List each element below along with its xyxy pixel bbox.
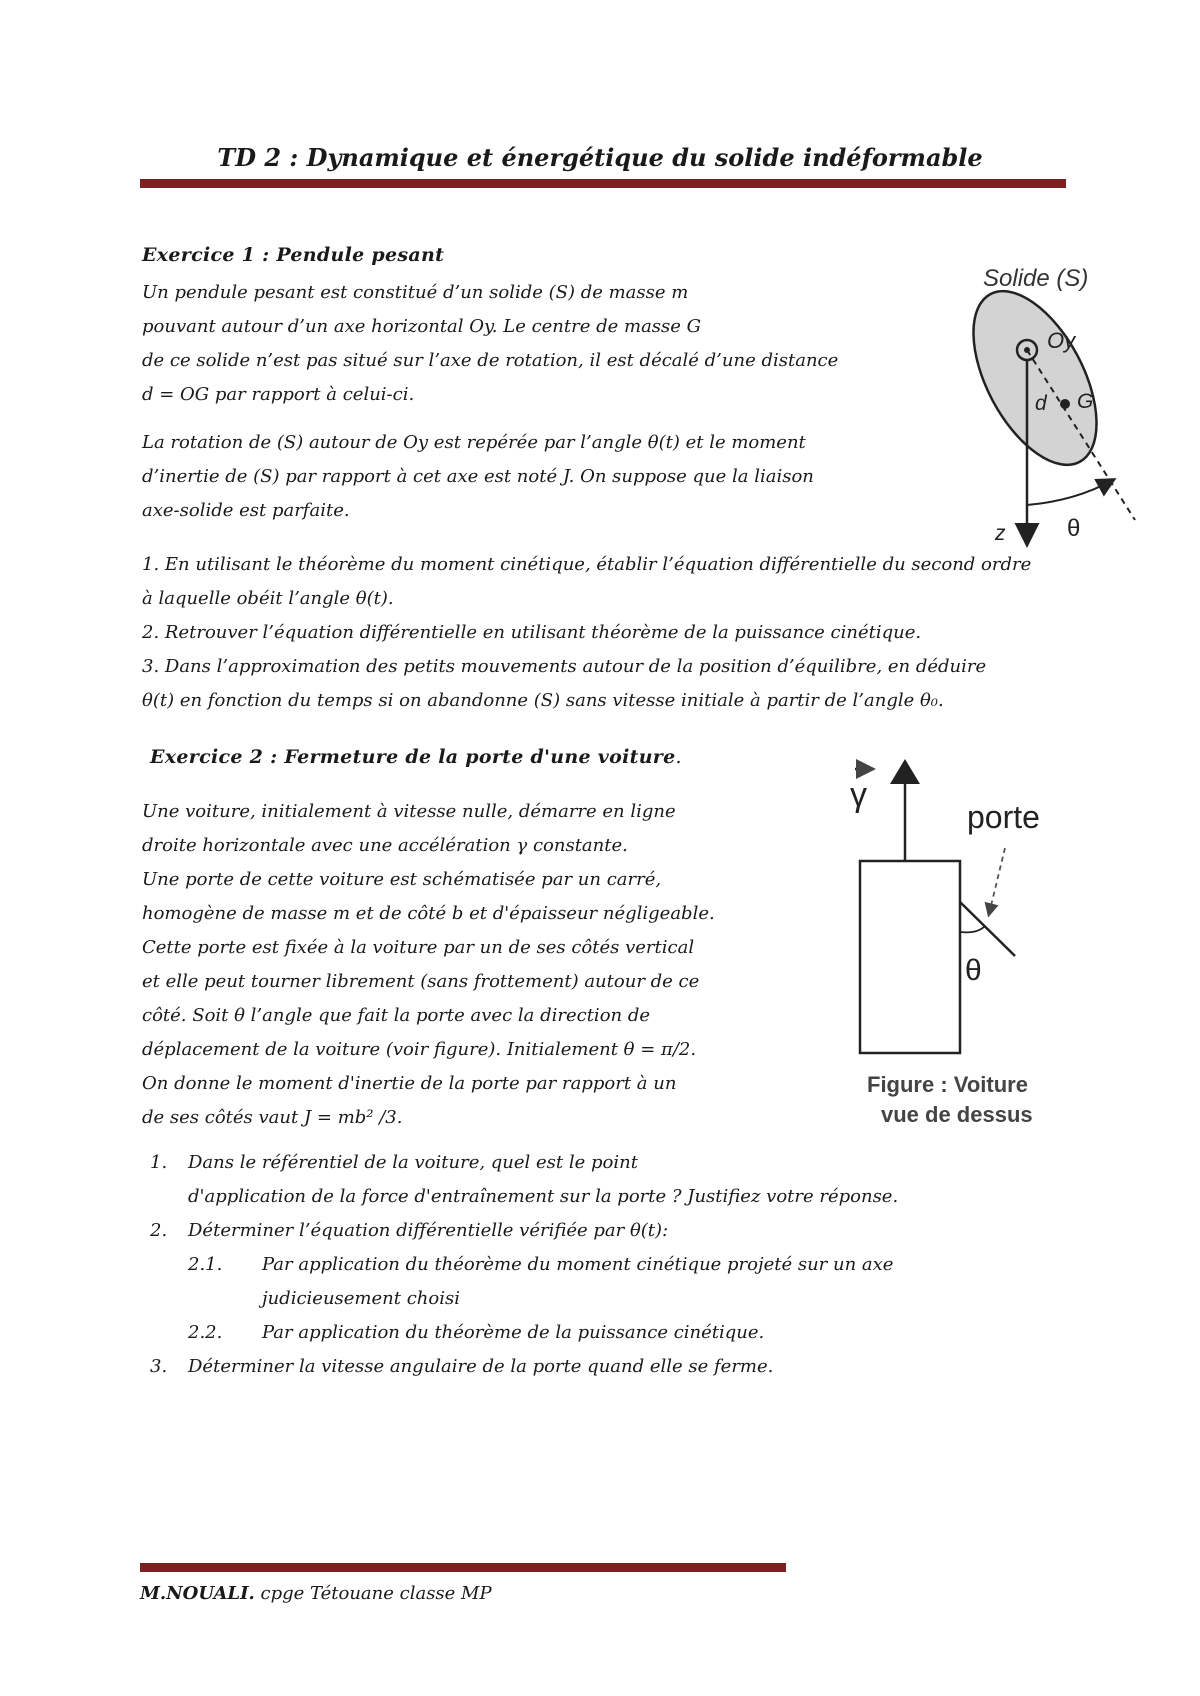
theta-arc (960, 926, 985, 932)
question-text: Dans le référentiel de la voiture, quel est le point (188, 1152, 638, 1173)
text-line: et elle peut tourner librement (sans frottement) autour de ce (142, 971, 700, 992)
text-line: pouvant autour d’un axe horizontal Oy. Le centre de masse G (142, 316, 702, 337)
question-text: Par application du théorème de la puissance cinétique. (262, 1322, 765, 1343)
question-line: 2. Retrouver l’équation différentielle en utilisant théorème de la puissance cinétique. (142, 622, 922, 643)
question-number: 3. (150, 1356, 168, 1377)
door-line (960, 902, 1015, 956)
figure-caption-line1: Figure : Voiture (867, 1072, 1028, 1097)
g-label: G (1077, 390, 1094, 413)
text-line: Une voiture, initialement à vitesse nulle, démarre en ligne (142, 801, 676, 822)
z-label: z (995, 522, 1006, 545)
footer-rule (140, 1563, 786, 1572)
question-number: 1. (150, 1152, 168, 1173)
car-body (860, 861, 960, 1053)
text-line: déplacement de la voiture (voir figure). Initialement θ = π/2. (142, 1039, 697, 1060)
question-line: 3. Dans l’approximation des petits mouvements autour de la position d’équilibre, en déduire (142, 656, 987, 677)
text-line: droite horizontale avec une accélération γ constante. (142, 835, 628, 856)
subquestion-number: 2.2. (188, 1322, 223, 1343)
distance-label: d (1035, 392, 1047, 415)
text-line: de ses côtés vaut J = mb² /3. (142, 1107, 403, 1128)
text-line: d = OG par rapport à celui-ci. (142, 384, 415, 405)
porte-label: porte (967, 799, 1040, 835)
car-door-figure (845, 756, 1070, 1136)
text-line: La rotation de (S) autour de Oy est repérée par l’angle θ(t) et le moment (142, 432, 806, 453)
text-line: d’inertie de (S) par rapport à cet axe est noté J. On suppose que la liaison (142, 466, 814, 487)
gamma-label: γ (850, 776, 867, 814)
question-text: judicieusement choisi (262, 1288, 460, 1309)
figure-caption-line2: vue de dessus (881, 1102, 1033, 1127)
footer-info: cpge Tétouane classe MP (254, 1583, 492, 1604)
exercise-2-title: Exercice 2 : Fermeture de la porte d'une voiture (150, 746, 676, 768)
text-line: axe-solide est parfaite. (142, 500, 350, 521)
question-text: d'application de la force d'entraînement sur la porte ? Justifiez votre réponse. (188, 1186, 899, 1207)
text-line: de ce solide n’est pas situé sur l’axe de rotation, il est décalé d’une distance (142, 350, 839, 371)
theta-label: θ (1067, 515, 1081, 542)
question-text: Déterminer l’équation différentielle vérifiée par θ(t): (188, 1220, 669, 1241)
page-title: TD 2 : Dynamique et énergétique du solide indéformable (217, 143, 983, 172)
question-line: θ(t) en fonction du temps si on abandonne (S) sans vitesse initiale à partir de l’angle θ₀. (142, 690, 944, 711)
question-line: à laquelle obéit l’angle θ(t). (142, 588, 394, 609)
question-text: Déterminer la vitesse angulaire de la porte quand elle se ferme. (188, 1356, 774, 1377)
text-line: Cette porte est fixée à la voiture par un de ses côtés vertical (142, 937, 695, 958)
text-line: côté. Soit θ l’angle que fait la porte avec la direction de (142, 1005, 651, 1026)
theta-label: θ (965, 954, 982, 987)
solid-label: Solide (S) (983, 265, 1089, 292)
text-line: homogène de masse m et de côté b et d'épaisseur négligeable. (142, 903, 715, 924)
question-number: 2. (150, 1220, 168, 1241)
question-line: 1. En utilisant le théorème du moment cinétique, établir l’équation différentielle du second ordre (142, 554, 1032, 575)
heading-period: . (675, 746, 682, 768)
question-text: Par application du théorème du moment cinétique projeté sur un axe (262, 1254, 894, 1275)
text-line: Un pendule pesant est constitué d’un solide (S) de masse m (142, 282, 689, 303)
text-line: On donne le moment d'inertie de la porte par rapport à un (142, 1073, 677, 1094)
text-line: Une porte de cette voiture est schématisée par un carré, (142, 869, 662, 890)
footer (140, 1583, 492, 1604)
axis-label: Oy (1047, 328, 1076, 353)
porte-pointer-arrow (989, 848, 1005, 914)
footer-author: M.NOUALI. (140, 1583, 255, 1604)
exercise-1-heading: Exercice 1 : Pendule pesant (142, 244, 445, 266)
subquestion-number: 2.1. (188, 1254, 223, 1275)
